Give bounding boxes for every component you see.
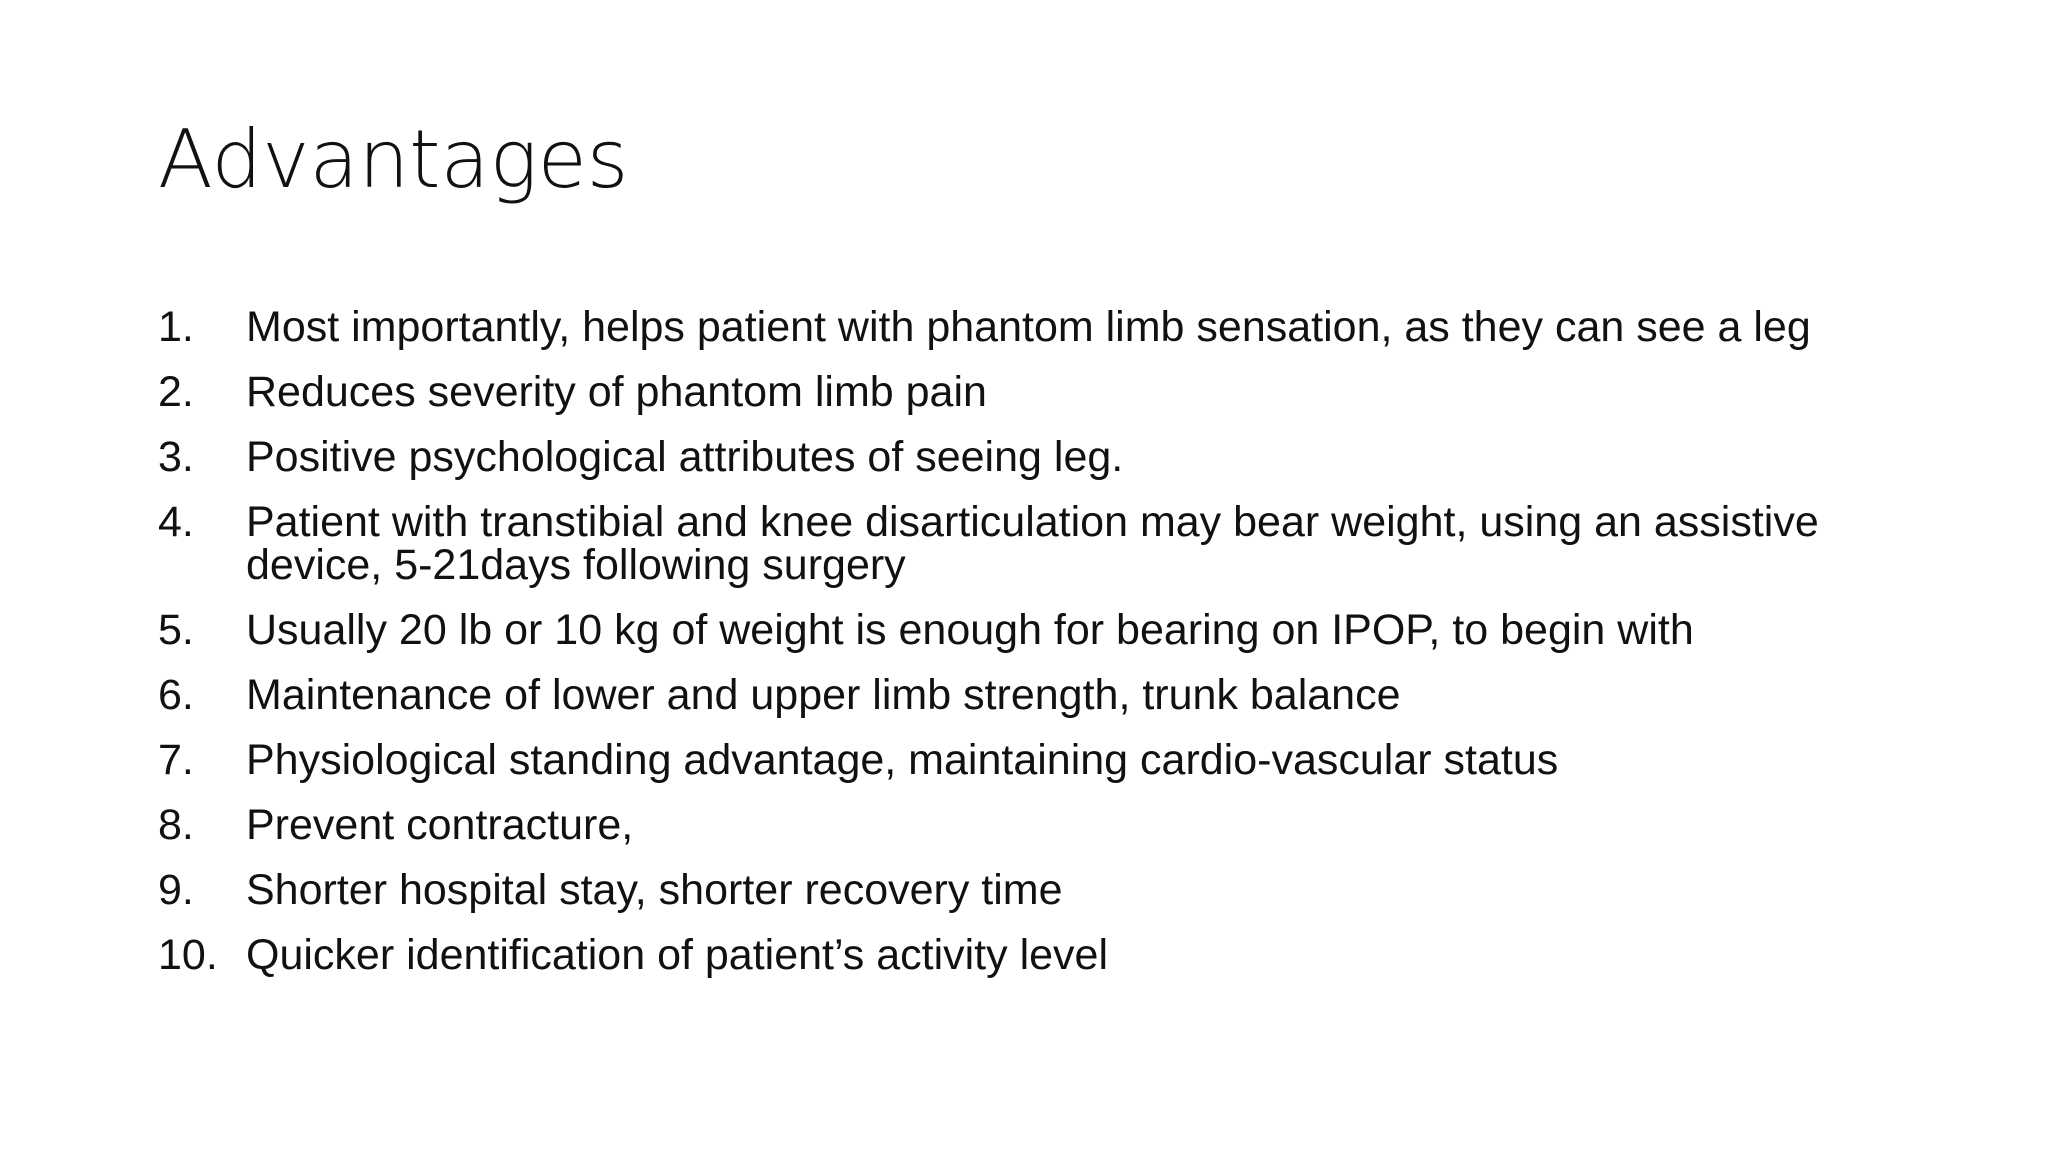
list-item-text: Shorter hospital stay, shorter recovery time: [246, 866, 1063, 914]
list-item-number: 1.: [158, 303, 194, 351]
advantages-list: [158, 303, 1948, 999]
list-item: [158, 866, 1948, 914]
list-item-text: Maintenance of lower and upper limb strength, trunk balance: [246, 671, 1401, 719]
list-item-number: 9.: [158, 866, 194, 914]
list-item: [158, 931, 1948, 979]
list-item-number: 6.: [158, 671, 194, 719]
list-item: [158, 801, 1948, 849]
list-item-number: 10.: [158, 931, 218, 979]
list-item-text: Quicker identification of patient’s activity level: [246, 931, 1109, 979]
list-item-text: Most importantly, helps patient with phantom limb sensation, as they can see a leg: [246, 303, 1811, 351]
list-item-text: Patient with transtibial and knee disarticulation may bear weight, using an assistive device, 5-21days following surgery: [246, 498, 1819, 589]
list-item-number: 5.: [158, 606, 194, 654]
list-item: [158, 498, 1948, 589]
slide-title: Advantages: [158, 113, 629, 206]
list-item-text: Usually 20 lb or 10 kg of weight is enough for bearing on IPOP, to begin with: [246, 606, 1694, 654]
list-item: [158, 736, 1948, 784]
list-item-number: 4.: [158, 498, 194, 546]
list-item-text: Physiological standing advantage, maintaining cardio-vascular status: [246, 736, 1559, 784]
list-item-number: 7.: [158, 736, 194, 784]
list-item: [158, 606, 1948, 654]
list-item-number: 3.: [158, 433, 194, 481]
list-item: [158, 303, 1948, 351]
list-item: [158, 671, 1948, 719]
list-item: [158, 368, 1948, 416]
list-item-text: Reduces severity of phantom limb pain: [246, 368, 987, 416]
list-item-number: 2.: [158, 368, 194, 416]
list-item: [158, 433, 1948, 481]
list-item-text: Prevent contracture,: [246, 801, 634, 849]
list-item-number: 8.: [158, 801, 194, 849]
list-item-text: Positive psychological attributes of seeing leg.: [246, 433, 1124, 481]
